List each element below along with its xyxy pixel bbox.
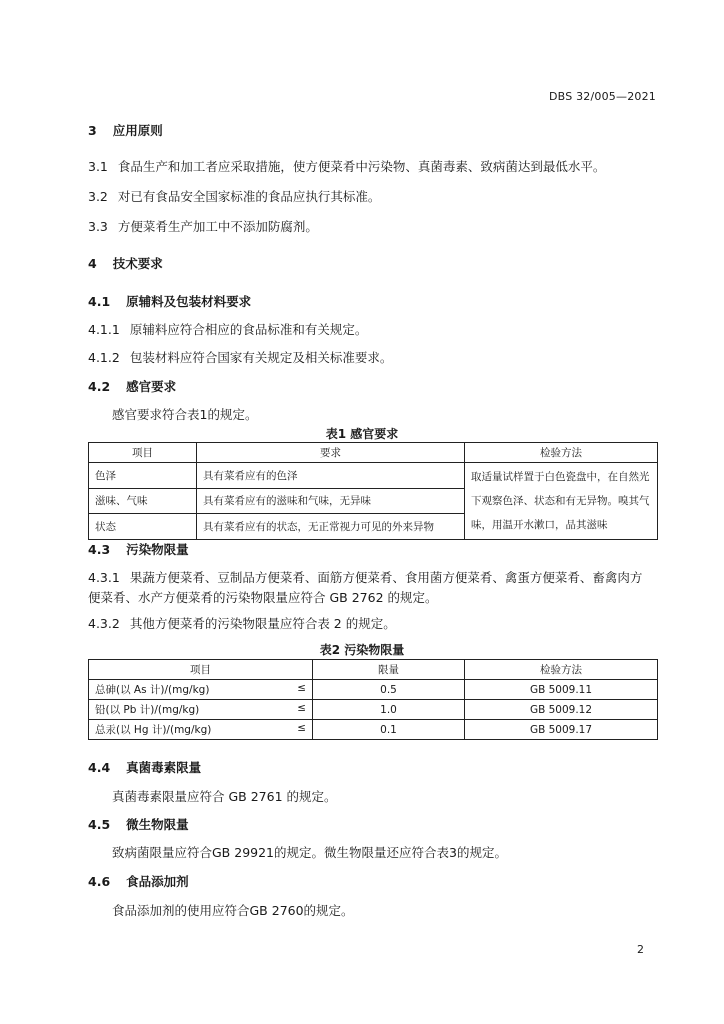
item-cell bbox=[89, 680, 313, 700]
requirement-cell: 具有菜肴应有的色泽 bbox=[197, 463, 465, 489]
sensory-requirements-table bbox=[88, 442, 658, 540]
column-header: 项目 bbox=[89, 660, 313, 680]
section-4-5-heading bbox=[88, 815, 189, 833]
section-number: 3 bbox=[88, 123, 97, 138]
clause-text: 原辅料应符合相应的食品标准和有关规定。 bbox=[129, 322, 368, 337]
page-number: 2 bbox=[637, 943, 644, 956]
section-4-6-text: 食品添加剂的使用应符合GB 2760的规定。 bbox=[112, 903, 354, 918]
less-equal-sign: ≤ bbox=[297, 682, 306, 694]
clause-text: 其他方便菜肴的污染物限量应符合表 2 的规定。 bbox=[129, 616, 396, 631]
table-row bbox=[89, 680, 658, 700]
clause-4-1-1 bbox=[88, 320, 367, 338]
clause-number: 4.1.1 bbox=[88, 322, 120, 337]
limit-cell: 0.1 bbox=[313, 720, 465, 740]
table-row bbox=[89, 720, 658, 740]
clause-4-3-1-line-2: 便菜肴、水产方便菜肴的污染物限量应符合 GB 2762 的规定。 bbox=[88, 590, 438, 605]
clause-text: 食品生产和加工者应采取措施，使方便菜肴中污染物、真菌毒素、致病菌达到最低水平。 bbox=[117, 159, 606, 174]
section-title: 感官要求 bbox=[126, 379, 177, 394]
section-title: 微生物限量 bbox=[126, 817, 189, 832]
section-4-3-heading bbox=[88, 540, 189, 558]
section-title: 污染物限量 bbox=[126, 542, 189, 557]
clause-4-1-2 bbox=[88, 348, 392, 366]
clause-3-3 bbox=[88, 217, 318, 235]
table-row bbox=[89, 700, 658, 720]
column-header: 要求 bbox=[197, 443, 465, 463]
method-cell: GB 5009.17 bbox=[465, 720, 658, 740]
section-4-1-heading bbox=[88, 292, 251, 310]
table-1-caption: 表1 感官要求 bbox=[325, 427, 399, 441]
section-4-6-heading bbox=[88, 872, 189, 890]
item-cell: 滋味、气味 bbox=[89, 488, 197, 514]
column-header: 检验方法 bbox=[465, 443, 658, 463]
clause-3-2 bbox=[88, 187, 380, 205]
clause-text: 果蔬方便菜肴、豆制品方便菜肴、面筋方便菜肴、食用菌方便菜肴、禽蛋方便菜肴、畜禽肉方 bbox=[129, 570, 643, 585]
limit-cell: 1.0 bbox=[313, 700, 465, 720]
column-header: 限量 bbox=[313, 660, 465, 680]
clause-number: 3.3 bbox=[88, 219, 108, 234]
section-title: 原辅料及包装材料要求 bbox=[126, 294, 252, 309]
column-header: 项目 bbox=[89, 443, 197, 463]
section-number: 4.5 bbox=[88, 817, 111, 832]
clause-text: 对已有食品安全国家标准的食品应执行其标准。 bbox=[117, 189, 381, 204]
section-title: 食品添加剂 bbox=[126, 874, 189, 889]
table-2-caption: 表2 污染物限量 bbox=[319, 643, 405, 657]
table-header-row bbox=[89, 660, 658, 680]
section-4-4-heading bbox=[88, 758, 201, 776]
method-cell: GB 5009.11 bbox=[465, 680, 658, 700]
section-4-5-text: 致病菌限量应符合GB 29921的规定。微生物限量还应符合表3的规定。 bbox=[112, 845, 507, 860]
section-number: 4.2 bbox=[88, 379, 111, 394]
clause-3-1 bbox=[88, 157, 605, 175]
section-number: 4.1 bbox=[88, 294, 111, 309]
item-label: 铅(以 Pb 计)/(mg/kg) bbox=[95, 704, 200, 716]
less-equal-sign: ≤ bbox=[297, 722, 306, 734]
clause-text: 包装材料应符合国家有关规定及相关标准要求。 bbox=[129, 350, 393, 365]
section-4-4-text: 真菌毒素限量应符合 GB 2761 的规定。 bbox=[112, 789, 337, 804]
section-4-2-heading bbox=[88, 377, 176, 395]
requirement-cell: 具有菜肴应有的滋味和气味，无异味 bbox=[197, 488, 465, 514]
item-cell bbox=[89, 720, 313, 740]
requirement-cell: 具有菜肴应有的状态，无正常视力可见的外来异物 bbox=[197, 514, 465, 540]
item-cell: 色泽 bbox=[89, 463, 197, 489]
item-cell bbox=[89, 700, 313, 720]
section-4-2-intro: 感官要求符合表1的规定。 bbox=[112, 407, 258, 422]
section-number: 4.6 bbox=[88, 874, 111, 889]
section-3-heading bbox=[88, 121, 163, 139]
section-title: 真菌毒素限量 bbox=[126, 760, 202, 775]
section-number: 4.4 bbox=[88, 760, 111, 775]
method-cell: GB 5009.12 bbox=[465, 700, 658, 720]
clause-4-3-2 bbox=[88, 614, 396, 632]
method-cell: 取适量试样置于白色瓷盘中，在自然光下观察色泽、状态和有无异物。嗅其气味，用温开水漱口，品其滋味 bbox=[465, 463, 658, 540]
section-title: 应用原则 bbox=[112, 123, 163, 138]
clause-number: 3.1 bbox=[88, 159, 108, 174]
contaminant-limits-table bbox=[88, 659, 658, 740]
table-row bbox=[89, 463, 658, 489]
section-title: 技术要求 bbox=[112, 256, 163, 271]
clause-4-3-1-line-1 bbox=[88, 568, 642, 586]
column-header: 检验方法 bbox=[465, 660, 658, 680]
clause-number: 3.2 bbox=[88, 189, 108, 204]
clause-number: 4.3.1 bbox=[88, 570, 120, 585]
clause-text: 方便菜肴生产加工中不添加防腐剂。 bbox=[117, 219, 318, 234]
table-header-row bbox=[89, 443, 658, 463]
section-4-heading bbox=[88, 254, 163, 272]
document-code: DBS 32/005—2021 bbox=[549, 90, 656, 103]
item-cell: 状态 bbox=[89, 514, 197, 540]
clause-number: 4.3.2 bbox=[88, 616, 120, 631]
item-label: 总汞(以 Hg 计)/(mg/kg) bbox=[95, 724, 212, 736]
section-number: 4 bbox=[88, 256, 97, 271]
less-equal-sign: ≤ bbox=[297, 702, 306, 714]
clause-number: 4.1.2 bbox=[88, 350, 120, 365]
limit-cell: 0.5 bbox=[313, 680, 465, 700]
item-label: 总砷(以 As 计)/(mg/kg) bbox=[95, 684, 210, 696]
section-number: 4.3 bbox=[88, 542, 111, 557]
